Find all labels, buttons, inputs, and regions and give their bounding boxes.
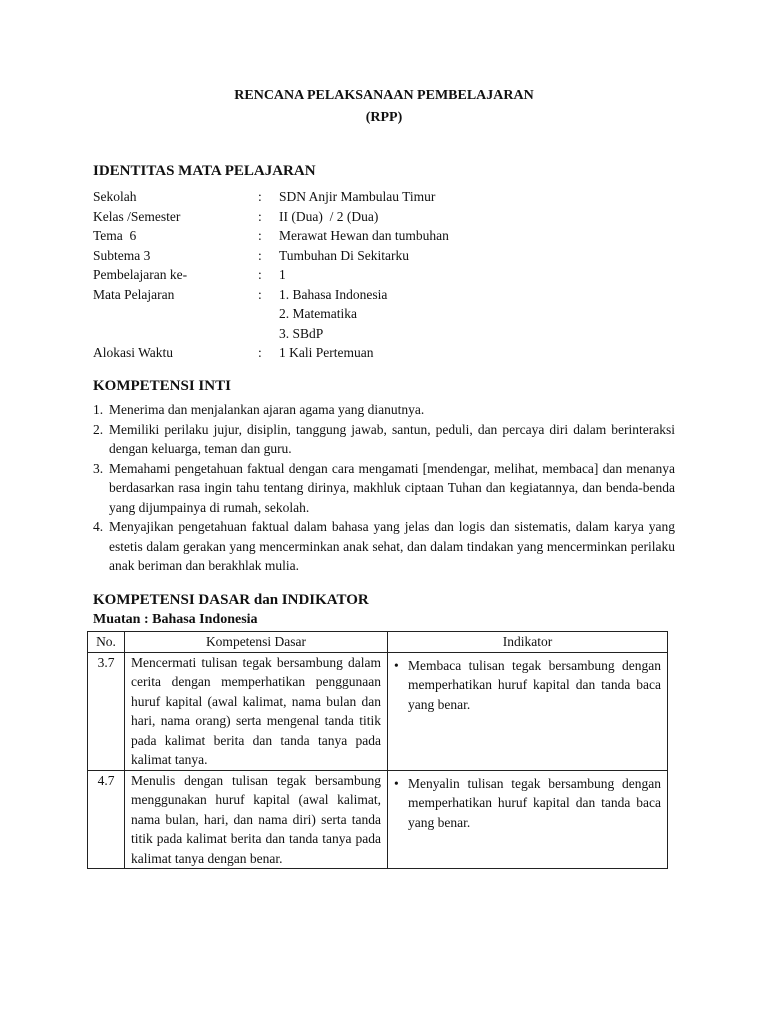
identity-row (93, 187, 693, 207)
cell-kompetensi: Mencermati tulisan tegak bersambung dalam cerita dengan memperhatikan penggunaan huruf kapital (awal kalimat, nama bulan dan hari, nama orang) serta mengenal tanda titik pada kalimat berita dan tanda tanya pada kalimat tanya. (125, 652, 388, 770)
kd-heading: KOMPETENSI DASAR dan INDIKATOR (93, 592, 369, 608)
document-title: RENCANA PELAKSANAAN PEMBELAJARAN (234, 88, 534, 103)
column-header-indikator: Indikator (388, 632, 668, 653)
indikator-text: Menyalin tulisan tegak bersambung dengan memperhatikan huruf kapital dan tanda baca yang benar. (408, 775, 661, 830)
identity-label: Kelas /Semester (93, 208, 181, 224)
bullet-icon: • (394, 657, 399, 673)
column-header-no: No. (88, 632, 125, 653)
kd-table (87, 631, 668, 869)
identity-value: 1. Bahasa Indonesia (279, 286, 388, 302)
list-item (93, 517, 675, 576)
identity-value: 3. SBdP (279, 325, 324, 341)
identity-row (93, 304, 693, 324)
identity-colon: : (258, 228, 262, 243)
identity-section (93, 187, 693, 363)
indikator-item (394, 653, 661, 715)
identity-heading: IDENTITAS MATA PELAJARAN (93, 163, 316, 179)
identity-row (93, 285, 693, 305)
ki-list (93, 400, 675, 576)
identity-colon: : (258, 247, 262, 263)
identity-row (93, 226, 693, 246)
identity-row (93, 246, 693, 266)
list-item-text: Menyajikan pengetahuan faktual dalam bahasa yang jelas dan logis dan sistematis, dalam karya yang estetis dalam gerakan yang mencerminkan anak sehat, dan dalam tindakan yang mencerminkan perilaku anak beriman dan berakhlak mulia. (109, 519, 675, 573)
identity-row (93, 343, 693, 363)
identity-label: Mata Pelajaran (93, 286, 175, 302)
identity-colon: : (258, 267, 262, 282)
identity-colon (258, 324, 279, 344)
list-item-text: Menerima dan menjalankan ajaran agama yang dianutnya. (109, 402, 425, 417)
identity-value: SDN Anjir Mambulau Timur (279, 189, 436, 204)
list-item-number: 4. (93, 519, 104, 534)
identity-label: Subtema 3 (93, 247, 151, 263)
identity-colon: : (258, 208, 262, 224)
indikator-text: Membaca tulisan tegak bersambung dengan memperhatikan huruf kapital dan tanda baca yang benar. (408, 657, 661, 712)
identity-value: 2. Matematika (279, 306, 357, 321)
identity-row (93, 324, 693, 344)
identity-label: Tema 6 (93, 228, 137, 243)
list-item (93, 459, 675, 518)
identity-value: Tumbuhan Di Sekitarku (279, 247, 410, 263)
cell-indikator (388, 652, 668, 770)
cell-indikator (388, 770, 668, 869)
list-item-text: Memiliki perilaku jujur, disiplin, tanggung jawab, santun, peduli, dan percaya diri dalam berinteraksi dengan keluarga, teman dan guru. (109, 421, 675, 456)
identity-row (93, 207, 693, 227)
identity-row (93, 265, 693, 285)
identity-label: Sekolah (93, 189, 137, 204)
identity-colon: : (258, 286, 262, 302)
indikator-item (394, 771, 661, 833)
ki-heading: KOMPETENSI INTI (93, 378, 231, 394)
identity-value: Merawat Hewan dan tumbuhan (279, 228, 449, 243)
identity-label (93, 324, 258, 344)
table-row (88, 652, 668, 770)
list-item-text: Memahami pengetahuan faktual dengan cara mengamati [mendengar, melihat, membaca] dan menanya berdasarkan rasa ingin tahu tentang dirinya, makhluk ciptaan Tuhan dan kegiatannya, dan benda-benda yang dijumpainya di rumah, sekolah. (109, 460, 675, 515)
identity-label (93, 304, 258, 324)
list-item-number: 3. (93, 460, 104, 476)
identity-colon: : (258, 345, 262, 360)
bullet-icon: • (394, 775, 399, 791)
list-item (93, 420, 675, 459)
table-row (88, 770, 668, 869)
cell-kompetensi: Menulis dengan tulisan tegak bersambung menggunakan huruf kapital (awal kalimat, nama bulan, hari, dan nama diri) serta tanda titik pada kalimat berita dan tanda tanya pada kalimat tanya dengan benar. (125, 770, 388, 869)
identity-colon: : (258, 189, 262, 204)
list-item (93, 400, 675, 420)
cell-no: 3.7 (88, 652, 125, 770)
list-item-number: 2. (93, 421, 104, 437)
identity-colon (258, 304, 279, 324)
identity-value: 1 Kali Pertemuan (279, 345, 374, 360)
table-header-row (88, 632, 668, 653)
muatan-label: Muatan : Bahasa Indonesia (93, 612, 258, 627)
identity-value: II (Dua) / 2 (Dua) (279, 208, 379, 224)
list-item-number: 1. (93, 402, 104, 417)
identity-label: Pembelajaran ke- (93, 267, 188, 282)
identity-value: 1 (279, 267, 286, 282)
cell-no: 4.7 (88, 770, 125, 869)
identity-label: Alokasi Waktu (93, 345, 174, 360)
column-header-kompetensi: Kompetensi Dasar (125, 632, 388, 653)
document-subtitle: (RPP) (365, 110, 403, 125)
